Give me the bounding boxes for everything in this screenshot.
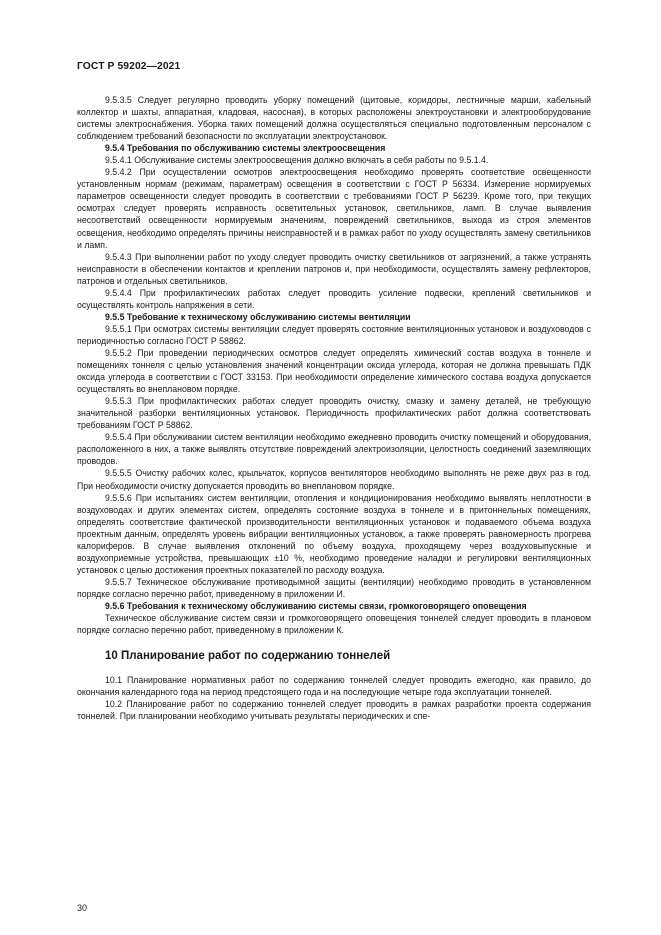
paragraph-9-5-4-1: 9.5.4.1 Обслуживание системы электроосвещения должно включать в себя работы по 9.5.1.4. [105,155,489,166]
subsection-heading-9-5-6: 9.5.6 Требования к техническому обслуживанию системы связи, громкоговорящего оповещения [105,600,527,611]
paragraph-9-5-5-4: 9.5.5.4 При обслуживании систем вентиляции необходимо ежедневно проводить очистку помещений и оборудования, расположенного в них, а также выявлять отсутствие повреждений электроизоляции, целостность соединений заземляющих проводов. [77,432,591,467]
paragraph-9-5-5-2: 9.5.5.2 При проведении периодических осмотров следует определять химический состав воздуха в тоннеле и помещениях тоннеля с целью установления значений концентрации оксида углерода, которая не должна превышать ПДК оксида углерода в соответствии с ГОСТ 33153. При необходимости определение химического состава воздуха допускается осуществлять во внеплановом порядке. [77,347,591,395]
paragraph-9-5-4-3: 9.5.4.3 При выполнении работ по уходу следует проводить очистку светильников от загрязнений, а также устранять неисправности в обеспечении контактов и креплении патронов и, при необходимости, осуществлять замену рефлекторов, патронов и отдельных светильников. [77,251,591,286]
page-number: 30 [77,903,88,913]
paragraph-9-5-5-6: 9.5.5.6 При испытаниях систем вентиляции, отопления и кондиционирования необходимо выявлять неплотности в воздуховодах и других элементах систем, определять состояние воздуха в тоннеле и в притоннельных помещениях, определять соответствие фактической производительности вентиляционных установок и подаваемого объема воздуха проектным данным, определять уровень вибрации вентиляционных установок, а также проверять равномерность прогрева калориферов. В случае выявления отклонений по объему воздуха, проходящему через воздуховыпускные и воздухоприемные устройства, превышающих ±10 %, необходимо проведение наладки и регулировки вентиляционных установок с целью достижения проектных показателей по расходу воздуха. [77,492,591,575]
document-body [77,94,591,722]
paragraph-9-5-5-7: 9.5.5.7 Техническое обслуживание противодымной защиты (вентиляции) необходимо проводить в установленном порядке согласно перечню работ, приведенному в приложении И. [77,576,591,599]
paragraph-10-2: 10.2 Планирование работ по содержанию тоннелей следует проводить в рамках разработки проекта содержания тоннелей. При планировании необходимо учитывать результаты периодических и спе- [77,699,591,722]
section-heading-10: 10 Планирование работ по содержанию тоннелей [105,650,391,663]
subsection-heading-9-5-4: 9.5.4 Требования по обслуживанию системы электроосвещения [105,143,386,154]
paragraph-10-1: 10.1 Планирование нормативных работ по содержанию тоннелей следует проводить ежегодно, как правило, до окончания календарного года на период предстоящего года и на последующие четыре года эксплуатации тоннелей. [77,675,591,698]
paragraph-9-5-5-5: 9.5.5.5 Очистку рабочих колес, крыльчаток, корпусов вентиляторов необходимо выполнять не реже двух раз в год. При необходимости очистку допускается проводить во внеплановом порядке. [77,468,591,491]
paragraph-9-5-4-2: 9.5.4.2 При осуществлении осмотров электроосвещения необходимо проверять соответствие освещенности установленным нормам (режимам, параметрам) освещения в соответствии с ГОСТ Р 56334. Измерение нормируемых параметров освещенности следует проводить в соответствии с требованиями ГОСТ Р 56239. Кроме того, при текущих осмотрах следует проверять исправность осветительных установок, светильников, ламп. В случае выявления несоответствий освещенности нормируемым значениям, повреждений светильников, выхода из строя элементов освещения, необходимо определять причины неисправностей и в рамках работ по уходу осуществлять замену светильников и ламп. [77,167,591,250]
paragraph-9-5-3-5: 9.5.3.5 Следует регулярно проводить уборку помещений (щитовые, коридоры, лестничные марши, кабельный коллектор и шахты, аппаратная, кладовая, насосная), в которых расположены электроустановки и электрооборудование системы электроснабжения. Уборка таких помещений должна осуществляться специально подготовленным персоналом с соблюдением требований безопасности по эксплуатации электроустановок. [77,95,591,142]
paragraph-9-5-4-4: 9.5.4.4 При профилактических работах следует проводить усиление подвески, креплений светильников и осуществлять контроль напряжения в сети. [77,287,591,310]
page-header-standard-code: ГОСТ Р 59202—2021 [77,61,181,72]
paragraph-9-5-5-3: 9.5.5.3 При профилактических работах следует проводить очистку, смазку и замену деталей, не требующую значительной разборки вентиляционных установок. Периодичность профилактических работ должна соответствовать требованиям ГОСТ Р 58862. [77,396,591,431]
paragraph-9-5-5-1: 9.5.5.1 При осмотрах системы вентиляции следует проверять состояние вентиляционных установок и воздуховодов с периодичностью согласно ГОСТ Р 58862. [77,323,591,346]
paragraph-9-5-6-body: Техническое обслуживание систем связи и громкоговорящего оповещения тоннелей следует проводить в плановом порядке согласно перечню работ, приведенному в приложении К. [77,613,591,636]
subsection-heading-9-5-5: 9.5.5 Требование к техническому обслуживанию системы вентиляции [105,311,411,322]
